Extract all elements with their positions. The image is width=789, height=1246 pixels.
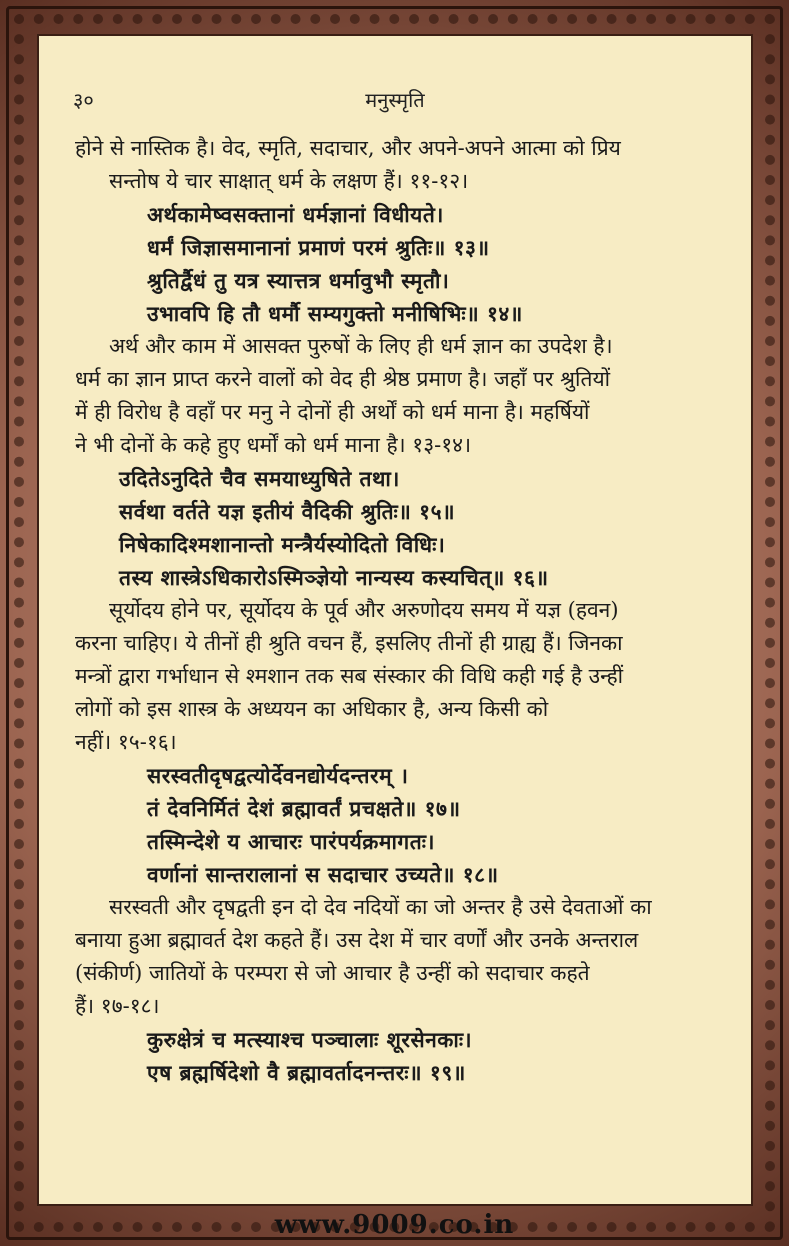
verse-line: श्रुतिर्द्वैधं तु यत्र स्यात्तत्र धर्मावुभौ स्मृतौ। bbox=[147, 268, 450, 293]
prose-line: लोगों को इस शास्त्र के अध्ययन का अधिकार है, अन्य किसी को bbox=[75, 697, 549, 721]
prose-line: बनाया हुआ ब्रह्मावर्त देश कहते हैं। उस देश में चार वर्णों और उनके अन्तराल bbox=[75, 928, 639, 952]
page-content bbox=[75, 132, 725, 1089]
verse-line: धर्मं जिज्ञासमानानां प्रमाणं परमं श्रुतिः॥ १३॥ bbox=[147, 235, 490, 260]
page-number: ३० bbox=[73, 88, 94, 112]
verse-line: तस्मिन्देशे य आचारः पारंपर्यक्रमागतः। bbox=[147, 829, 435, 854]
verse-line: एष ब्रह्मर्षिदेशो वै ब्रह्मावर्तादनन्तरः॥ १९॥ bbox=[147, 1060, 466, 1085]
prose-line: (संकीर्ण) जातियों के परम्परा से जो आचार है उन्हीं को सदाचार कहते bbox=[75, 961, 590, 985]
site-watermark: www.9009.co.in bbox=[274, 1210, 515, 1240]
prose-line: ने भी दोनों के कहे हुए धर्मों को धर्म माना है। १३-१४। bbox=[75, 433, 472, 457]
prose-line: मन्त्रों द्वारा गर्भाधान से श्मशान तक सब संस्कार की विधि कही गई है उन्हीं bbox=[75, 664, 624, 688]
prose-line: सूर्योदय होने पर, सूर्योदय के पूर्व और अरुणोदय समय में यज्ञ (हवन) bbox=[109, 598, 619, 622]
book-page bbox=[37, 34, 753, 1206]
prose-line: होने से नास्तिक है। वेद, स्मृति, सदाचार, और अपने-अपने आत्मा को प्रिय bbox=[75, 136, 621, 160]
prose-line: में ही विरोध है वहाँ पर मनु ने दोनों ही अर्थों को धर्म माना है। महर्षियों bbox=[75, 400, 590, 424]
verse-line: तं देवनिर्मितं देशं ब्रह्मावर्तं प्रचक्षते॥ १७॥ bbox=[147, 796, 461, 821]
prose-line: सन्तोष ये चार साक्षात् धर्म के लक्षण हैं। ११-१२। bbox=[109, 169, 469, 193]
verse-line: उभावपि हि तौ धर्मौ सम्यगुक्तो मनीषिभिः॥ १४॥ bbox=[147, 301, 523, 326]
verse-line: सरस्वतीदृषद्वत्योर्देवनद्योर्यदन्तरम् । bbox=[147, 763, 409, 788]
prose-line: धर्म का ज्ञान प्राप्त करने वालों को वेद ही श्रेष्ठ प्रमाण है। जहाँ पर श्रुतियों bbox=[75, 367, 611, 391]
prose-line: सरस्वती और दृषद्वती इन दो देव नदियों का जो अन्तर है उसे देवताओं का bbox=[109, 895, 652, 919]
verse-line: वर्णानां सान्तरालानां स सदाचार उच्यते॥ १८॥ bbox=[147, 862, 499, 887]
verse-line: कुरुक्षेत्रं च मत्स्याश्च पञ्चालाः शूरसेनकाः। bbox=[147, 1027, 473, 1052]
page-title: मनुस्मृति bbox=[365, 88, 425, 112]
prose-line: नहीं। १५-१६। bbox=[75, 730, 177, 754]
prose-line: अर्थ और काम में आसक्त पुरुषों के लिए ही धर्म ज्ञान का उपदेश है। bbox=[109, 334, 613, 358]
verse-line: निषेकादिश्मशानान्तो मन्त्रैर्यस्योदितो विधिः। bbox=[119, 532, 446, 557]
page-header bbox=[39, 86, 751, 126]
prose-line: करना चाहिए। ये तीनों ही श्रुति वचन हैं, इसलिए तीनों ही ग्राह्य हैं। जिनका bbox=[75, 631, 623, 655]
verse-line: उदितेऽनुदिते चैव समयाध्युषिते तथा। bbox=[119, 466, 400, 491]
verse-line: अर्थकामेष्वसक्तानां धर्मज्ञानां विधीयते। bbox=[147, 202, 444, 227]
verse-line: तस्य शास्त्रेऽधिकारोऽस्मिञ्ज्ञेयो नान्यस्य कस्यचित्॥ १६॥ bbox=[119, 565, 549, 590]
prose-line: हैं। १७-१८। bbox=[75, 994, 160, 1018]
verse-line: सर्वथा वर्तते यज्ञ इतीयं वैदिकी श्रुतिः॥ १५॥ bbox=[119, 499, 456, 524]
